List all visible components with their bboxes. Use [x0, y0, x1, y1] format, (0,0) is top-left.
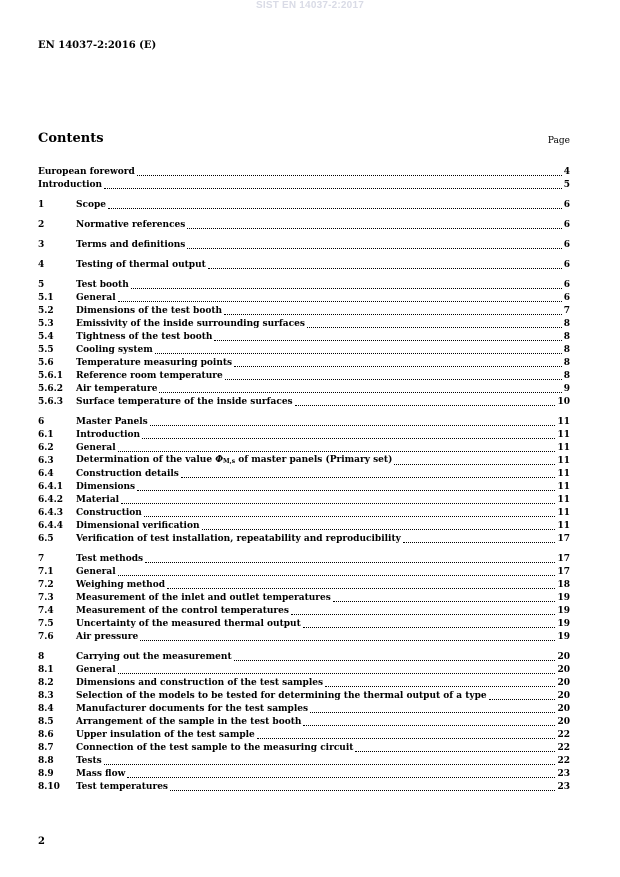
- toc-entry-number: 8.7: [38, 743, 54, 753]
- toc-leader-dots: [355, 751, 555, 752]
- toc-entry-page: 5: [563, 180, 570, 190]
- toc-leader-dots: [333, 601, 556, 602]
- toc-entry-title: Cooling system: [76, 345, 153, 355]
- toc-entry-title: Introduction: [38, 180, 103, 190]
- toc-entry-page: 20: [557, 678, 570, 688]
- toc-entry-page: 10: [557, 397, 570, 407]
- toc-entry-title: Air pressure: [76, 632, 139, 642]
- toc-leader-dots: [118, 451, 556, 452]
- table-of-contents: [38, 166, 570, 794]
- toc-entry-title: Upper insulation of the test sample: [76, 730, 255, 740]
- toc-leader-dots: [159, 392, 561, 393]
- toc-entry[interactable]: [38, 651, 570, 664]
- toc-leader-dots: [167, 588, 555, 589]
- toc-entry-number: 6.4.2: [38, 495, 64, 505]
- toc-entry[interactable]: [38, 507, 570, 520]
- toc-entry-number: 8.1: [38, 665, 54, 675]
- toc-entry[interactable]: [38, 455, 570, 468]
- toc-entry[interactable]: [38, 520, 570, 533]
- toc-group-separator: [38, 272, 570, 279]
- toc-entry-title: Dimensions and construction of the test samples: [76, 678, 324, 688]
- toc-leader-dots: [310, 712, 555, 713]
- toc-leader-dots: [325, 686, 555, 687]
- toc-entry-page: 19: [557, 606, 570, 616]
- toc-entry[interactable]: [38, 357, 570, 370]
- toc-group-separator: [38, 212, 570, 219]
- toc-entry[interactable]: [38, 729, 570, 742]
- toc-entry-page: 11: [557, 495, 570, 505]
- toc-entry[interactable]: [38, 716, 570, 729]
- toc-entry-number: 6.3: [38, 456, 54, 466]
- toc-leader-dots: [181, 477, 556, 478]
- toc-entry-number: 8.8: [38, 756, 54, 766]
- toc-leader-dots: [155, 353, 562, 354]
- toc-entry[interactable]: [38, 166, 570, 179]
- toc-entry-number: 6.4.1: [38, 482, 64, 492]
- toc-entry[interactable]: [38, 305, 570, 318]
- toc-entry-number: 5.1: [38, 293, 54, 303]
- toc-entry-page: 6: [563, 293, 570, 303]
- toc-entry-number: 5: [38, 280, 45, 290]
- toc-entry-title: Air temperature: [76, 384, 158, 394]
- toc-entry[interactable]: [38, 677, 570, 690]
- toc-entry-number: 8.6: [38, 730, 54, 740]
- toc-entry-title: Carrying out the measurement: [76, 652, 232, 662]
- toc-leader-dots: [187, 248, 561, 249]
- toc-leader-dots: [403, 542, 556, 543]
- toc-entry-page: 8: [563, 332, 570, 342]
- toc-entry-title: General: [76, 443, 116, 453]
- toc-entry-page: 19: [557, 632, 570, 642]
- toc-leader-dots: [303, 627, 556, 628]
- toc-entry-page: 11: [557, 443, 570, 453]
- toc-entry-title: General: [76, 567, 116, 577]
- toc-entry-title: Material: [76, 495, 120, 505]
- toc-entry[interactable]: [38, 179, 570, 192]
- toc-entry-page: 20: [557, 717, 570, 727]
- toc-entry-title: Terms and definitions: [76, 240, 186, 250]
- toc-entry-title: Determination of the value $\Phi_{M,s}$ of master panels (Primary set): [76, 455, 393, 465]
- toc-leader-dots: [127, 777, 555, 778]
- toc-entry-number: 6.2: [38, 443, 54, 453]
- toc-entry[interactable]: [38, 618, 570, 631]
- toc-leader-dots: [295, 405, 556, 406]
- toc-leader-dots: [234, 660, 556, 661]
- toc-entry[interactable]: [38, 429, 570, 442]
- toc-entry[interactable]: [38, 370, 570, 383]
- toc-entry-page: 11: [557, 521, 570, 531]
- toc-entry-number: 6.4.4: [38, 521, 64, 531]
- contents-heading: Contents: [38, 131, 104, 146]
- toc-entry-number: 8.10: [38, 782, 60, 792]
- toc-entry-page: 23: [557, 782, 570, 792]
- toc-entry-page: 11: [557, 469, 570, 479]
- toc-entry-page: 22: [557, 743, 570, 753]
- toc-entry-number: 5.4: [38, 332, 54, 342]
- toc-leader-dots: [225, 379, 562, 380]
- toc-entry-number: 7.2: [38, 580, 54, 590]
- toc-entry[interactable]: [38, 383, 570, 396]
- toc-entry-title: Uncertainty of the measured thermal output: [76, 619, 301, 629]
- toc-entry[interactable]: [38, 631, 570, 644]
- toc-entry[interactable]: [38, 553, 570, 566]
- toc-entry-title: Tests: [76, 756, 102, 766]
- toc-entry[interactable]: [38, 481, 570, 494]
- toc-entry-number: 7.6: [38, 632, 54, 642]
- toc-entry-title: Manufacturer documents for the test samples: [76, 704, 309, 714]
- toc-entry-number: 5.3: [38, 319, 54, 329]
- watermark: SIST EN 14037-2:2017: [256, 0, 364, 11]
- toc-entry-page: 20: [557, 691, 570, 701]
- toc-entry-page: 22: [557, 730, 570, 740]
- toc-entry[interactable]: [38, 703, 570, 716]
- page-number: 2: [38, 836, 45, 847]
- toc-entry-page: 20: [557, 665, 570, 675]
- toc-entry-number: 8: [38, 652, 45, 662]
- toc-leader-dots: [170, 790, 555, 791]
- toc-entry-page: 8: [563, 371, 570, 381]
- toc-entry-page: 11: [557, 482, 570, 492]
- toc-entry-title: Construction: [76, 508, 142, 518]
- document-id: EN 14037-2:2016 (E): [38, 40, 157, 51]
- toc-entry-title: Dimensional verification: [76, 521, 200, 531]
- toc-entry[interactable]: [38, 318, 570, 331]
- toc-entry-page: 6: [563, 220, 570, 230]
- toc-entry-number: 6.4.3: [38, 508, 64, 518]
- toc-entry-page: 11: [557, 456, 570, 466]
- toc-entry-number: 5.6.2: [38, 384, 64, 394]
- toc-entry[interactable]: [38, 331, 570, 344]
- toc-entry[interactable]: [38, 768, 570, 781]
- toc-leader-dots: [137, 490, 555, 491]
- toc-entry-title: Emissivity of the inside surrounding surfaces: [76, 319, 305, 329]
- toc-entry-number: 4: [38, 260, 45, 270]
- toc-entry-number: 8.3: [38, 691, 54, 701]
- toc-leader-dots: [137, 175, 562, 176]
- toc-entry-number: 2: [38, 220, 45, 230]
- toc-entry-page: 8: [563, 358, 570, 368]
- toc-leader-dots: [489, 699, 556, 700]
- toc-leader-dots: [140, 640, 555, 641]
- toc-entry-number: 5.6: [38, 358, 54, 368]
- toc-entry[interactable]: [38, 396, 570, 409]
- toc-entry-number: 7: [38, 554, 45, 564]
- toc-entry-page: 18: [557, 580, 570, 590]
- toc-entry[interactable]: [38, 416, 570, 429]
- toc-entry-page: 19: [557, 619, 570, 629]
- toc-leader-dots: [142, 438, 555, 439]
- toc-entry-title: Dimensions of the test booth: [76, 306, 223, 316]
- toc-entry-number: 6: [38, 417, 45, 427]
- toc-entry-page: 7: [563, 306, 570, 316]
- toc-entry-number: 5.6.3: [38, 397, 64, 407]
- toc-leader-dots: [214, 340, 561, 341]
- toc-entry-number: 8.2: [38, 678, 54, 688]
- toc-entry[interactable]: [38, 755, 570, 768]
- toc-entry-title: Weighing method: [76, 580, 165, 590]
- toc-entry[interactable]: [38, 239, 570, 252]
- toc-entry-title: Reference room temperature: [76, 371, 223, 381]
- toc-entry-page: 17: [557, 567, 570, 577]
- toc-group-separator: [38, 252, 570, 259]
- toc-leader-dots: [394, 464, 555, 465]
- toc-entry-title: General: [76, 665, 116, 675]
- toc-leader-dots: [108, 208, 562, 209]
- toc-entry-page: 6: [563, 240, 570, 250]
- toc-entry-number: 6.4: [38, 469, 54, 479]
- toc-leader-dots: [291, 614, 556, 615]
- toc-leader-dots: [257, 738, 556, 739]
- toc-entry-number: 1: [38, 200, 45, 210]
- toc-entry-number: 5.5: [38, 345, 54, 355]
- toc-leader-dots: [307, 327, 562, 328]
- toc-group-separator: [38, 409, 570, 416]
- toc-entry[interactable]: [38, 344, 570, 357]
- toc-entry-page: 8: [563, 319, 570, 329]
- toc-entry-title: Measurement of the inlet and outlet temperatures: [76, 593, 331, 603]
- toc-leader-dots: [202, 529, 556, 530]
- toc-entry-title: Master Panels: [76, 417, 148, 427]
- toc-entry-page: 4: [563, 167, 570, 177]
- toc-entry[interactable]: [38, 566, 570, 579]
- toc-entry[interactable]: [38, 781, 570, 794]
- toc-entry[interactable]: [38, 533, 570, 546]
- toc-group-separator: [38, 546, 570, 553]
- toc-leader-dots: [118, 673, 556, 674]
- toc-entry[interactable]: [38, 494, 570, 507]
- toc-leader-dots: [121, 503, 555, 504]
- toc-entry-page: 17: [557, 534, 570, 544]
- toc-group-separator: [38, 232, 570, 239]
- toc-entry[interactable]: [38, 579, 570, 592]
- toc-entry-title: Test temperatures: [76, 782, 168, 792]
- toc-entry[interactable]: [38, 605, 570, 618]
- toc-entry-page: 11: [557, 508, 570, 518]
- toc-entry-number: 7.4: [38, 606, 54, 616]
- toc-entry-page: 22: [557, 756, 570, 766]
- toc-entry-title: Verification of test installation, repeatability and reproducibility: [76, 534, 401, 544]
- toc-entry[interactable]: [38, 199, 570, 212]
- toc-entry-title: Connection of the test sample to the measuring circuit: [76, 743, 354, 753]
- toc-entry-number: 6.5: [38, 534, 54, 544]
- toc-entry-page: 6: [563, 200, 570, 210]
- toc-group-separator: [38, 644, 570, 651]
- toc-entry-title: Selection of the models to be tested for determining the thermal output of a type: [76, 691, 487, 701]
- toc-entry-title: Dimensions: [76, 482, 136, 492]
- toc-leader-dots: [208, 268, 562, 269]
- toc-entry-number: 3: [38, 240, 45, 250]
- toc-entry-title: Testing of thermal output: [76, 260, 206, 270]
- toc-entry-title: Test methods: [76, 554, 144, 564]
- toc-leader-dots: [187, 228, 561, 229]
- toc-entry-title: Test booth: [76, 280, 129, 290]
- toc-entry-title: Temperature measuring points: [76, 358, 233, 368]
- toc-entry-number: 5.2: [38, 306, 54, 316]
- toc-entry[interactable]: [38, 259, 570, 272]
- toc-leader-dots: [303, 725, 555, 726]
- toc-entry-page: 20: [557, 704, 570, 714]
- toc-entry-title: Measurement of the control temperatures: [76, 606, 289, 616]
- toc-entry[interactable]: [38, 664, 570, 677]
- toc-entry-page: 6: [563, 280, 570, 290]
- toc-entry-page: 6: [563, 260, 570, 270]
- toc-entry-page: 11: [557, 430, 570, 440]
- toc-entry[interactable]: [38, 468, 570, 481]
- toc-entry-number: 7.3: [38, 593, 54, 603]
- toc-entry-number: 5.6.1: [38, 371, 64, 381]
- toc-entry[interactable]: [38, 592, 570, 605]
- toc-entry-page: 8: [563, 345, 570, 355]
- toc-entry-page: 17: [557, 554, 570, 564]
- toc-leader-dots: [144, 516, 556, 517]
- toc-entry-title: General: [76, 293, 116, 303]
- toc-entry-number: 8.4: [38, 704, 54, 714]
- toc-entry[interactable]: [38, 279, 570, 292]
- page-column-label: Page: [547, 136, 570, 146]
- toc-leader-dots: [145, 562, 555, 563]
- toc-entry-page: 11: [557, 417, 570, 427]
- toc-entry-number: 7.1: [38, 567, 54, 577]
- toc-leader-dots: [234, 366, 562, 367]
- toc-entry[interactable]: [38, 292, 570, 305]
- toc-entry-title: Introduction: [76, 430, 141, 440]
- toc-entry-title: Tightness of the test booth: [76, 332, 213, 342]
- toc-entry-title: Surface temperature of the inside surfaces: [76, 397, 293, 407]
- toc-entry[interactable]: [38, 219, 570, 232]
- toc-entry-title: European foreword: [38, 167, 135, 177]
- toc-entry-page: 9: [563, 384, 570, 394]
- toc-entry-title: Normative references: [76, 220, 186, 230]
- toc-entry[interactable]: [38, 742, 570, 755]
- toc-entry-number: 8.9: [38, 769, 54, 779]
- toc-entry-number: 6.1: [38, 430, 54, 440]
- toc-entry-page: 20: [557, 652, 570, 662]
- toc-leader-dots: [118, 301, 562, 302]
- toc-entry-number: 7.5: [38, 619, 54, 629]
- toc-leader-dots: [150, 425, 556, 426]
- toc-group-separator: [38, 192, 570, 199]
- toc-entry-page: 19: [557, 593, 570, 603]
- toc-entry-title: Scope: [76, 200, 107, 210]
- toc-entry-title: Arrangement of the sample in the test booth: [76, 717, 302, 727]
- toc-leader-dots: [118, 575, 556, 576]
- toc-leader-dots: [131, 288, 562, 289]
- toc-leader-dots: [104, 188, 562, 189]
- toc-entry-title: Construction details: [76, 469, 179, 479]
- toc-entry[interactable]: [38, 690, 570, 703]
- toc-leader-dots: [224, 314, 562, 315]
- toc-entry-number: 8.5: [38, 717, 54, 727]
- toc-entry-page: 23: [557, 769, 570, 779]
- toc-entry-title: Mass flow: [76, 769, 126, 779]
- toc-leader-dots: [104, 764, 556, 765]
